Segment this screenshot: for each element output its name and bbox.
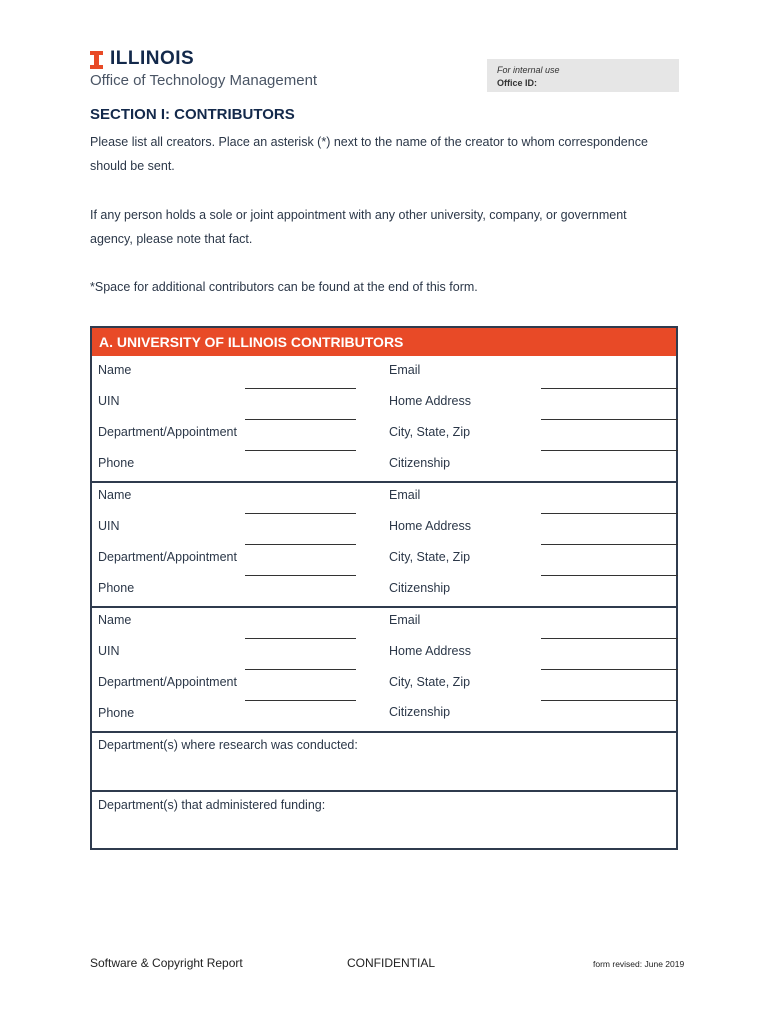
form-header <box>92 328 676 356</box>
email-field[interactable] <box>541 513 678 514</box>
name-label: Name <box>98 488 132 502</box>
instruction-line-1: Please list all creators. Place an asterisk (*) next to the name of the creator to whom correspondence <box>90 135 648 149</box>
city-state-zip-label: City, State, Zip <box>389 550 471 564</box>
department-field[interactable] <box>245 450 356 451</box>
city-state-zip-field[interactable] <box>541 450 678 451</box>
uin-field[interactable] <box>245 669 356 670</box>
internal-use-box <box>487 59 679 92</box>
phone-label: Phone <box>98 581 135 595</box>
logo-wordmark: ILLINOIS <box>110 48 195 69</box>
logo-subtitle: Office of Technology Management <box>90 72 318 89</box>
block-divider <box>92 606 676 608</box>
footer-confidential: CONFIDENTIAL <box>347 956 436 970</box>
internal-use-label: For internal use <box>497 65 560 75</box>
block-divider <box>92 731 676 733</box>
form-title: A. UNIVERSITY OF ILLINOIS CONTRIBUTORS <box>99 334 404 350</box>
uin-field[interactable] <box>245 544 356 545</box>
home-address-field[interactable] <box>541 419 678 420</box>
city-state-zip-label: City, State, Zip <box>389 675 471 689</box>
uin-label: UIN <box>98 519 120 533</box>
name-label: Name <box>98 363 132 377</box>
citizenship-label: Citizenship <box>389 456 451 470</box>
block-divider <box>92 481 676 483</box>
home-address-label: Home Address <box>389 644 471 658</box>
department-field[interactable] <box>245 700 356 701</box>
section-title: SECTION I: CONTRIBUTORS <box>90 106 295 123</box>
city-state-zip-field[interactable] <box>541 700 678 701</box>
block-divider <box>92 790 676 792</box>
city-state-zip-field[interactable] <box>541 575 678 576</box>
home-address-label: Home Address <box>389 394 471 408</box>
citizenship-label: Citizenship <box>389 705 451 719</box>
email-field[interactable] <box>541 388 678 389</box>
name-field[interactable] <box>245 513 356 514</box>
department-label: Department/Appointment <box>98 425 237 439</box>
phone-label: Phone <box>98 706 135 720</box>
email-label: Email <box>389 488 421 502</box>
instruction-line-2: should be sent. <box>90 159 175 173</box>
footer-report-name: Software & Copyright Report <box>90 956 243 970</box>
home-address-field[interactable] <box>541 669 678 670</box>
uin-field[interactable] <box>245 419 356 420</box>
appointment-note-line-2: agency, please note that fact. <box>90 232 253 246</box>
email-label: Email <box>389 613 421 627</box>
department-label: Department/Appointment <box>98 675 237 689</box>
phone-label: Phone <box>98 456 135 470</box>
illinois-i-logo-icon <box>90 51 103 69</box>
home-address-field[interactable] <box>541 544 678 545</box>
research-department-label: Department(s) where research was conducted: <box>98 738 358 752</box>
uin-label: UIN <box>98 644 120 658</box>
name-field[interactable] <box>245 638 356 639</box>
name-field[interactable] <box>245 388 356 389</box>
footer-revision-date: form revised: June 2019 <box>593 959 685 969</box>
home-address-label: Home Address <box>389 519 471 533</box>
city-state-zip-label: City, State, Zip <box>389 425 471 439</box>
additional-space-note: *Space for additional contributors can be found at the end of this form. <box>90 280 478 294</box>
office-id-label: Office ID: <box>497 78 538 88</box>
uin-label: UIN <box>98 394 120 408</box>
department-label: Department/Appointment <box>98 550 237 564</box>
email-field[interactable] <box>541 638 678 639</box>
citizenship-label: Citizenship <box>389 581 451 595</box>
department-field[interactable] <box>245 575 356 576</box>
contributors-form <box>90 326 678 850</box>
appointment-note-line-1: If any person holds a sole or joint appointment with any other university, company, or government <box>90 208 627 222</box>
funding-department-label: Department(s) that administered funding: <box>98 798 326 812</box>
email-label: Email <box>389 363 421 377</box>
name-label: Name <box>98 613 132 627</box>
